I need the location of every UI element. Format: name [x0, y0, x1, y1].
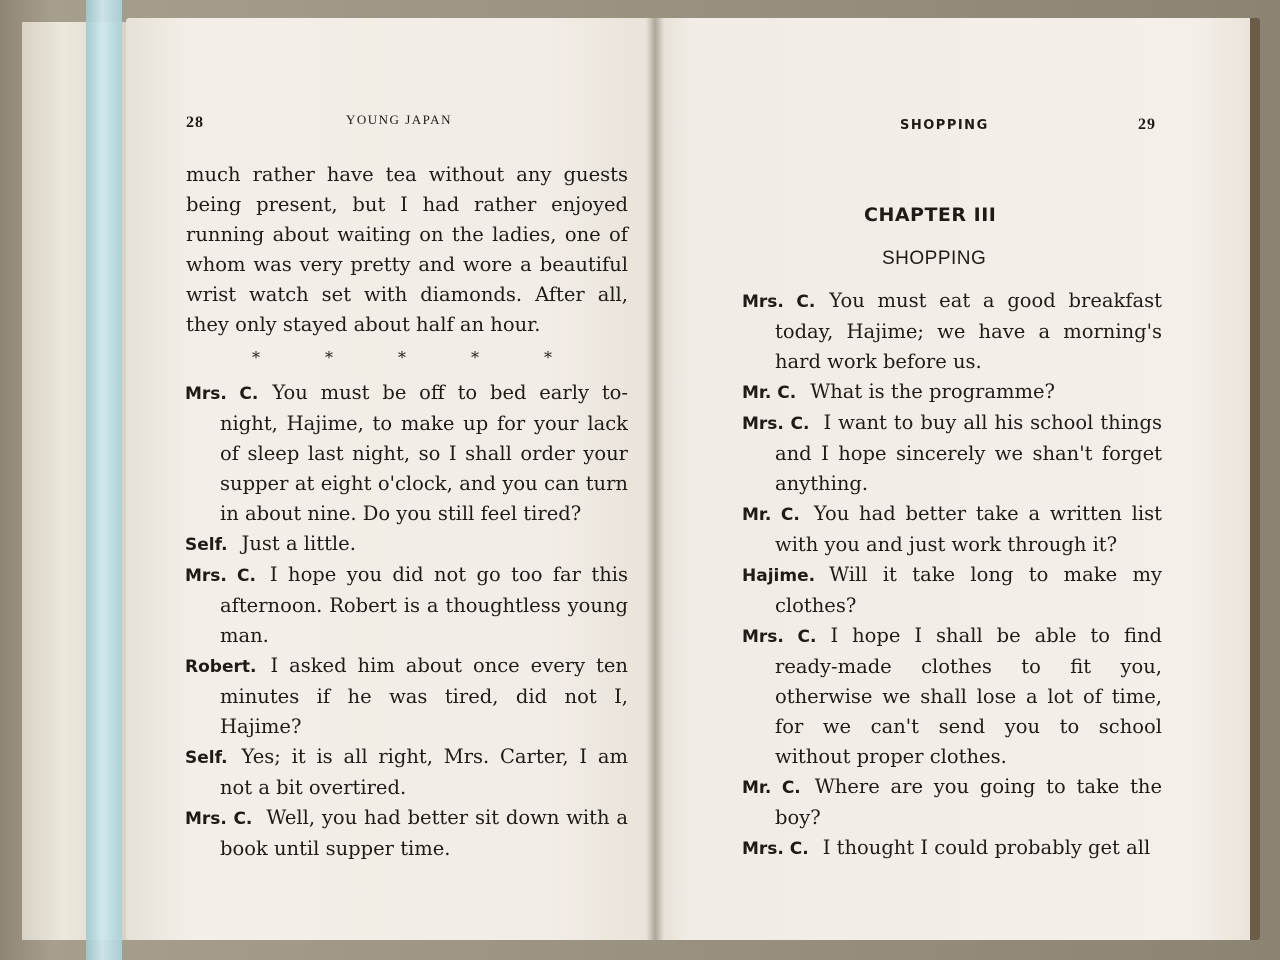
speaker-name: Mrs. C. [742, 839, 809, 859]
speaker-name: Mr. C. [742, 383, 797, 403]
dialogue-line [164, 529, 628, 560]
dialogue-text: Where are you going to take the boy? [775, 775, 1163, 829]
speaker-name: Mr. C. [742, 778, 801, 798]
page-edges [22, 22, 142, 940]
right-page-text [742, 286, 1162, 864]
right-page-number: 29 [1138, 116, 1156, 133]
section-break-star: * [471, 348, 479, 367]
section-break-star: * [398, 348, 406, 367]
opening-paragraph: much rather have tea without any guests being present, but I had rather enjoyed running about waiting on the ladies, one of whom was very pretty and wore a beautiful wrist watch set with diamonds. After all, they only stayed about half an hour. [186, 163, 628, 336]
dialogue-line [742, 560, 1162, 621]
speaker-name: Mrs. C. [742, 627, 817, 647]
dialogue-text: Well, you had better sit down with a book until supper time. [220, 806, 629, 860]
speaker-name: Mrs. C. [185, 384, 259, 404]
dialogue-line [164, 651, 628, 742]
dialogue-line [742, 772, 1162, 833]
left-page-text [186, 160, 628, 864]
dialogue-text: I hope you did not go too far this afternoon. Robert is a thoughtless young man. [220, 563, 629, 647]
section-break [252, 348, 552, 368]
dialogue-text: I want to buy all his school things and I hope sincerely we shan't forget anything. [775, 411, 1162, 495]
dialogue-line [742, 408, 1162, 499]
bookmark-ribbon[interactable] [86, 0, 122, 960]
speaker-name: Mrs. C. [185, 809, 253, 829]
speaker-name: Hajime. [742, 566, 816, 586]
chapter-title: SHOPPING [882, 248, 987, 269]
dialogue-text: I thought I could probably get all [822, 836, 1151, 859]
dialogue-text: I asked him about once every ten minutes if he was tired, did not I, Hajime? [220, 654, 628, 738]
section-break-star: * [252, 348, 260, 367]
dialogue-line [742, 377, 1162, 408]
speaker-name: Mrs. C. [742, 292, 816, 312]
chapter-heading: CHAPTER III [864, 204, 997, 226]
left-page [126, 18, 654, 940]
speaker-name: Self. [185, 535, 228, 555]
speaker-name: Mr. C. [742, 505, 800, 525]
right-page [654, 18, 1260, 940]
section-break-star: * [325, 348, 333, 367]
speaker-name: Self. [185, 748, 228, 768]
dialogue-line [164, 803, 628, 864]
dialogue-text: You must be off to bed early to-night, Hajime, to make up for your lack of sleep last night, so I shall order your supper at eight o'clock, and you can turn in about nine. Do you still feel tired? [220, 381, 628, 525]
speaker-name: Mrs. C. [742, 414, 810, 434]
speaker-name: Robert. [185, 657, 257, 677]
dialogue-line [164, 378, 628, 529]
dialogue-text: You must eat a good breakfast today, Hajime; we have a morning's hard work before us. [775, 289, 1162, 373]
book-gutter [646, 18, 664, 940]
dialogue-text: I hope I shall be able to find ready-made clothes to fit you, otherwise we shall lose a lot of time, for we can't send you to school without proper clothes. [775, 624, 1162, 768]
dialogue-line [742, 833, 1162, 864]
dialogue-line [742, 499, 1162, 560]
dialogue-text: What is the programme? [810, 380, 1055, 403]
dialogue-line [164, 742, 628, 803]
dialogue-line [742, 621, 1162, 772]
dialogue-text: Will it take long to make my clothes? [775, 563, 1162, 617]
speaker-name: Mrs. C. [185, 566, 256, 586]
dialogue-line [164, 560, 628, 651]
left-page-number: 28 [186, 114, 204, 131]
dialogue-text: Yes; it is all right, Mrs. Carter, I am not a bit overtired. [220, 745, 628, 799]
right-running-head: SHOPPING [900, 118, 989, 133]
dialogue-line [742, 286, 1162, 377]
left-running-head: YOUNG JAPAN [346, 112, 452, 127]
section-break-star: * [544, 348, 552, 367]
dialogue-text: Just a little. [241, 532, 356, 555]
dialogue-text: You had better take a written list with you and just work through it? [775, 502, 1162, 556]
